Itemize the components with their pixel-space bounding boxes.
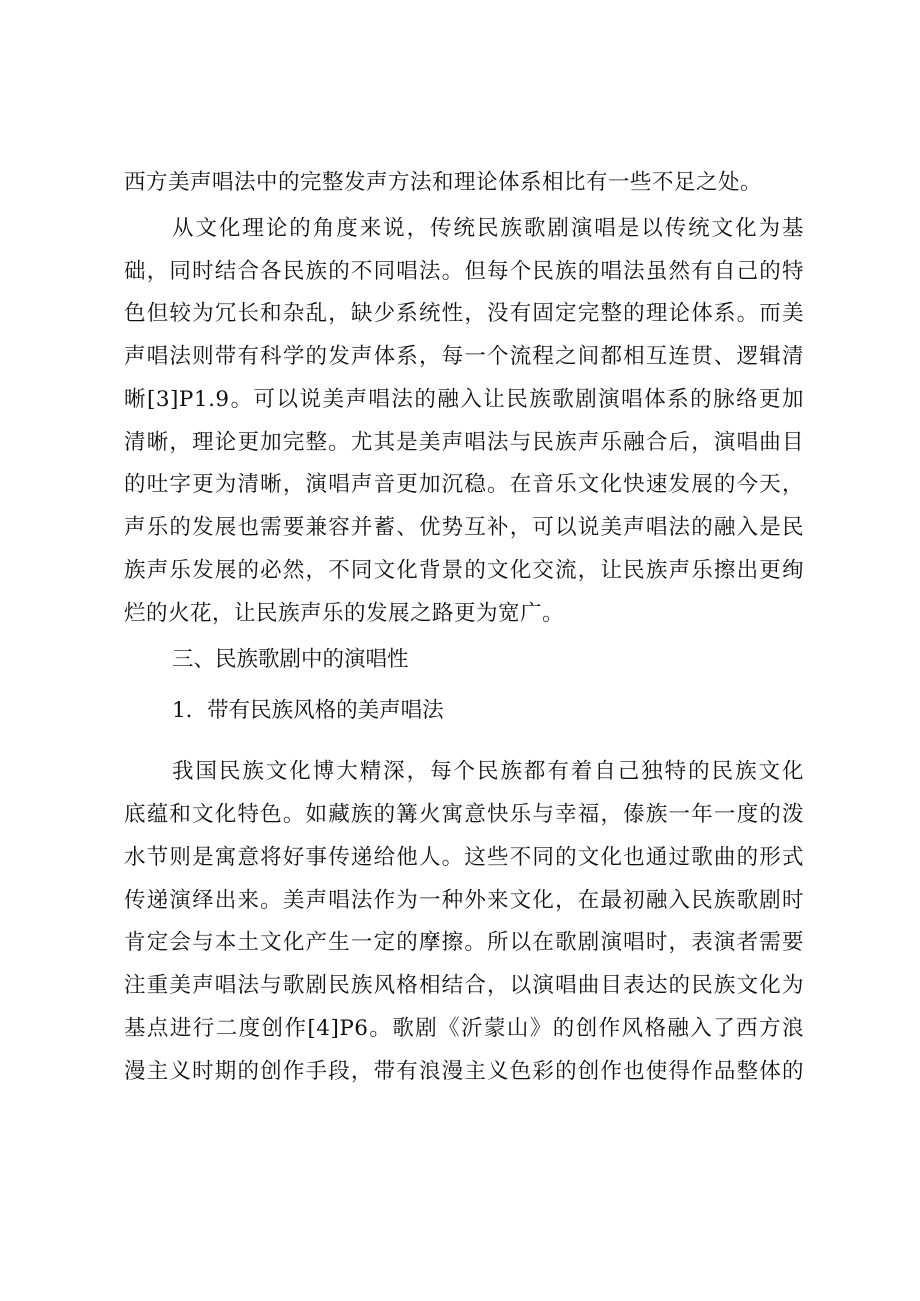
paragraph-line: 族声乐发展的必然，不同文化背景的文化交流，让民族声乐擦出更绚 (124, 558, 804, 583)
paragraph-line: 础，同时结合各民族的不同唱法。但每个民族的唱法虽然有自己的特 (124, 259, 804, 284)
paragraph-line: 晰[3]P1.9。可以说美声唱法的融入让民族歌剧演唱体系的脉络更加 (124, 387, 804, 412)
paragraph-line: 声唱法则带有科学的发声体系，每一个流程之间都相互连贯、逻辑清 (124, 344, 804, 369)
section-heading: 三、民族歌剧中的演唱性 (172, 647, 409, 672)
paragraph-line: 注重美声唱法与歌剧民族风格相结合，以演唱曲目表达的民族文化为 (124, 973, 804, 998)
paragraph-line: 的吐字更为清晰，演唱声音更加沉稳。在音乐文化快速发展的今天， (124, 472, 804, 497)
paragraph-line: 烂的火花，让民族声乐的发展之路更为宽广。 (124, 601, 565, 626)
paragraph-line: 肯定会与本土文化产生一定的摩擦。所以在歌剧演唱时，表演者需要 (124, 930, 804, 955)
paragraph-line: 色但较为冗长和杂乱，缺少系统性，没有固定完整的理论体系。而美 (124, 301, 804, 326)
sub-heading: 1．带有民族风格的美声唱法 (172, 698, 444, 723)
paragraph-line: 基点进行二度创作[4]P6。歌剧《沂蒙山》的创作风格融入了西方浪 (124, 1016, 804, 1041)
paragraph-line: 我国民族文化博大精深，每个民族都有着自己独特的民族文化 (172, 759, 804, 784)
paragraph-line: 从文化理论的角度来说，传统民族歌剧演唱是以传统文化为基 (172, 216, 804, 241)
paragraph-line: 声乐的发展也需要兼容并蓄、优势互补，可以说美声唱法的融入是民 (124, 515, 804, 540)
paragraph-line: 传递演绎出来。美声唱法作为一种外来文化，在最初融入民族歌剧时 (124, 888, 804, 913)
paragraph-line: 漫主义时期的创作手段，带有浪漫主义色彩的创作也使得作品整体的 (124, 1059, 804, 1084)
paragraph-line: 底蕴和文化特色。如藏族的篝火寓意快乐与幸福，傣族一年一度的泼 (124, 802, 804, 827)
paragraph-line: 水节则是寓意将好事传递给他人。这些不同的文化也通过歌曲的形式 (124, 845, 804, 870)
paragraph-line: 西方美声唱法中的完整发声方法和理论体系相比有一些不足之处。 (124, 170, 763, 195)
paragraph-line: 清晰，理论更加完整。尤其是美声唱法与民族声乐融合后，演唱曲目 (124, 430, 804, 455)
